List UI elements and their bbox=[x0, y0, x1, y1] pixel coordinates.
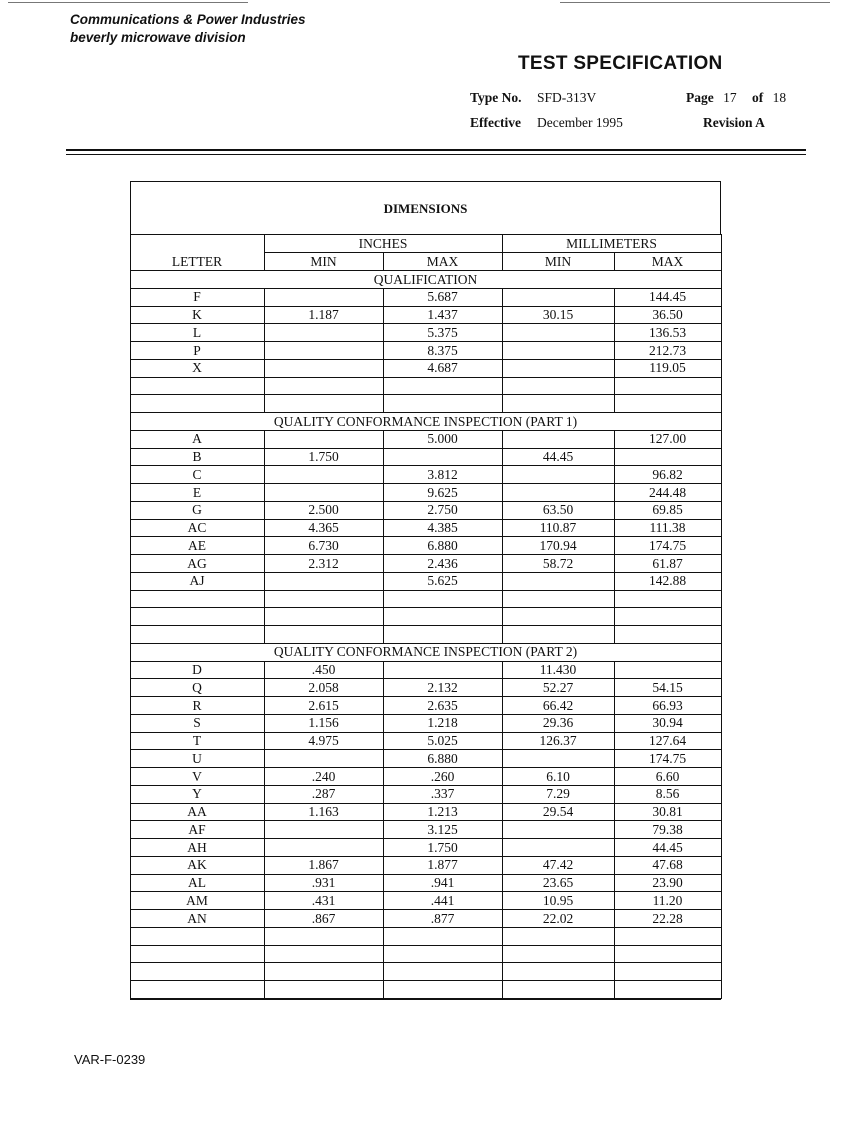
mm-max-cell: 96.82 bbox=[652, 466, 683, 482]
mm-max-cell: 6.60 bbox=[655, 768, 680, 784]
letter-cell: B bbox=[192, 449, 202, 464]
mm-max-cell: 212.73 bbox=[648, 342, 687, 358]
table-rule bbox=[614, 288, 615, 412]
inches-max-cell: 5.025 bbox=[427, 733, 458, 748]
mm-max-cell: 54.15 bbox=[652, 679, 683, 695]
inches-min-cell: .431 bbox=[311, 892, 336, 908]
table-row-rule bbox=[130, 590, 721, 591]
page-indicator bbox=[686, 90, 786, 106]
mm-max-cell: 23.90 bbox=[652, 875, 683, 890]
mm-max-cell: 174.75 bbox=[648, 537, 687, 553]
letter-cell: A bbox=[192, 431, 202, 447]
inches-max-cell: 1.213 bbox=[427, 804, 458, 819]
mm-max-cell: 244.48 bbox=[648, 484, 687, 500]
table-row-rule bbox=[130, 377, 721, 378]
mm-min-cell: 23.65 bbox=[542, 875, 574, 890]
letter-cell: S bbox=[193, 715, 201, 731]
letter-cell: R bbox=[192, 697, 202, 713]
inches-max-header: MAX bbox=[426, 254, 459, 269]
mm-max-cell: 47.68 bbox=[652, 857, 683, 873]
inches-max-cell: .260 bbox=[430, 768, 455, 784]
revision-label: Revision A bbox=[703, 115, 765, 130]
page-of-label: of bbox=[752, 90, 764, 105]
mm-min-cell: 47.42 bbox=[542, 857, 574, 873]
inches-min-cell: 1.156 bbox=[308, 715, 339, 731]
effective-label: Effective bbox=[470, 115, 521, 130]
inches-max-cell: .441 bbox=[430, 892, 455, 908]
table-row-rule bbox=[130, 980, 721, 981]
mm-min-header: MIN bbox=[544, 254, 572, 269]
top-edge-line bbox=[8, 2, 248, 3]
table-rule bbox=[614, 661, 615, 998]
table-rule bbox=[264, 288, 265, 412]
page-number: 17 bbox=[723, 90, 737, 105]
millimeters-group-header: MILLIMETERS bbox=[566, 236, 657, 251]
table-rule bbox=[383, 252, 384, 270]
section-title-2: QUALITY CONFORMANCE INSPECTION (PART 1) bbox=[273, 413, 578, 429]
document-title: TEST SPECIFICATION bbox=[518, 53, 723, 74]
letter-cell: T bbox=[192, 733, 202, 748]
effective-date: December 1995 bbox=[537, 115, 623, 130]
letter-cell: X bbox=[192, 360, 202, 376]
inches-max-cell: .941 bbox=[430, 875, 455, 890]
mm-max-cell: 8.56 bbox=[655, 786, 680, 802]
letter-cell: U bbox=[192, 750, 202, 766]
mm-max-cell: 44.45 bbox=[652, 839, 683, 855]
letter-cell: AM bbox=[186, 892, 208, 908]
inches-min-cell: 1.187 bbox=[308, 307, 339, 322]
header-divider-thick bbox=[66, 149, 806, 151]
mm-min-cell: 29.54 bbox=[542, 804, 574, 819]
mm-max-cell: 79.38 bbox=[652, 821, 683, 837]
letter-cell: D bbox=[192, 662, 202, 677]
inches-min-cell: 1.867 bbox=[308, 857, 339, 873]
page-label: Page bbox=[686, 90, 714, 105]
table-row-rule bbox=[130, 625, 721, 626]
inches-max-cell: 1.750 bbox=[427, 839, 458, 855]
company-name: Communications & Power Industries bbox=[70, 12, 306, 27]
letter-cell: P bbox=[193, 342, 201, 358]
inches-min-cell: 2.615 bbox=[308, 697, 339, 713]
letter-cell: AE bbox=[188, 537, 206, 553]
form-number: VAR-F-0239 bbox=[74, 1052, 146, 1067]
letter-cell: AK bbox=[187, 857, 207, 873]
inches-max-cell: 1.877 bbox=[427, 857, 458, 873]
table-border-bottom bbox=[130, 998, 721, 1000]
page-total: 18 bbox=[772, 90, 787, 105]
table-row-rule bbox=[130, 962, 721, 963]
inches-min-header: MIN bbox=[310, 254, 337, 269]
header-divider-thin bbox=[66, 154, 806, 155]
letter-cell: E bbox=[192, 484, 202, 500]
table-rule bbox=[264, 430, 265, 643]
inches-max-cell: 5.687 bbox=[427, 289, 458, 305]
company-block bbox=[70, 11, 306, 47]
table-rule bbox=[264, 234, 265, 270]
inches-min-cell: .931 bbox=[311, 875, 336, 890]
mm-min-cell: 58.72 bbox=[542, 555, 574, 571]
inches-max-cell: 3.125 bbox=[427, 821, 458, 837]
inches-min-cell: .450 bbox=[311, 662, 336, 677]
inches-max-cell: 5.375 bbox=[427, 324, 458, 340]
table-rule bbox=[614, 252, 615, 270]
inches-max-cell: 6.880 bbox=[427, 750, 458, 766]
mm-max-cell: 144.45 bbox=[648, 289, 687, 305]
inches-min-cell: 2.500 bbox=[308, 502, 339, 518]
inches-max-cell: 2.750 bbox=[427, 502, 458, 518]
inches-max-cell: 2.635 bbox=[427, 697, 458, 713]
mm-max-cell: 127.00 bbox=[648, 431, 687, 447]
inches-max-cell: 4.687 bbox=[427, 360, 458, 376]
inches-max-cell: 2.436 bbox=[427, 555, 458, 571]
type-number-label: Type No. bbox=[470, 90, 522, 105]
mm-max-cell: 119.05 bbox=[649, 360, 686, 376]
mm-max-cell: 22.28 bbox=[652, 910, 683, 926]
letter-cell: C bbox=[192, 466, 202, 482]
mm-min-cell: 29.36 bbox=[542, 715, 574, 731]
letter-cell: Q bbox=[192, 679, 202, 695]
table-rule bbox=[502, 661, 503, 998]
inches-max-cell: 3.812 bbox=[427, 466, 458, 482]
mm-min-cell: 170.94 bbox=[539, 537, 577, 553]
mm-max-cell: 111.38 bbox=[649, 520, 686, 535]
mm-max-cell: 174.75 bbox=[648, 750, 687, 766]
mm-max-cell: 61.87 bbox=[652, 555, 683, 571]
table-rule bbox=[264, 661, 265, 998]
inches-max-cell: 5.000 bbox=[427, 431, 458, 447]
table-border-left bbox=[130, 234, 131, 999]
table-rule bbox=[383, 430, 384, 643]
inches-max-cell: 4.385 bbox=[427, 520, 458, 535]
letter-cell: AJ bbox=[189, 573, 205, 589]
mm-min-cell: 6.10 bbox=[546, 768, 570, 784]
table-rule bbox=[502, 288, 503, 412]
mm-min-cell: 7.29 bbox=[546, 786, 570, 802]
inches-max-cell: 8.375 bbox=[427, 342, 458, 358]
inches-max-cell: .877 bbox=[430, 910, 455, 926]
inches-max-cell: 2.132 bbox=[427, 679, 458, 695]
inches-min-cell: 4.365 bbox=[308, 520, 339, 535]
table-rule bbox=[614, 430, 615, 643]
mm-min-cell: 126.37 bbox=[539, 733, 577, 748]
type-number-value: SFD-313V bbox=[537, 90, 597, 105]
letter-cell: AC bbox=[187, 520, 207, 535]
inches-max-cell: .337 bbox=[430, 786, 455, 802]
table-rule bbox=[502, 430, 503, 643]
table-title: DIMENSIONS bbox=[383, 201, 468, 216]
mm-max-header: MAX bbox=[651, 254, 684, 269]
mm-min-cell: 11.430 bbox=[539, 662, 577, 677]
inches-min-cell: 2.058 bbox=[308, 679, 339, 695]
letter-cell: V bbox=[192, 768, 202, 784]
section-title-3: QUALITY CONFORMANCE INSPECTION (PART 2) bbox=[273, 644, 578, 660]
mm-max-cell: 69.85 bbox=[652, 502, 683, 518]
inches-min-cell: 1.163 bbox=[308, 804, 339, 819]
inches-max-cell: 5.625 bbox=[427, 573, 458, 589]
table-rule bbox=[502, 234, 503, 270]
letter-cell: F bbox=[193, 289, 201, 305]
inches-min-cell: .867 bbox=[311, 910, 336, 926]
inches-min-cell: 4.975 bbox=[308, 733, 339, 748]
mm-min-cell: 10.95 bbox=[542, 892, 574, 908]
letter-cell: L bbox=[192, 324, 202, 340]
inches-max-cell: 6.880 bbox=[427, 537, 458, 553]
letter-cell: G bbox=[192, 502, 202, 518]
inches-min-cell: .240 bbox=[311, 768, 336, 784]
table-row-rule bbox=[130, 927, 721, 928]
mm-max-cell: 66.93 bbox=[652, 697, 683, 713]
mm-min-cell: 66.42 bbox=[542, 697, 574, 713]
letter-cell: AL bbox=[188, 875, 206, 890]
inches-min-cell: .287 bbox=[311, 786, 336, 802]
inches-min-cell: 2.312 bbox=[308, 555, 339, 571]
section-title-1: QUALIFICATION bbox=[373, 271, 478, 287]
inches-max-cell: 9.625 bbox=[427, 484, 458, 500]
inches-group-header: INCHES bbox=[358, 236, 408, 251]
mm-max-cell: 11.20 bbox=[652, 892, 683, 908]
table-row-rule bbox=[130, 394, 721, 395]
inches-min-cell: 1.750 bbox=[308, 449, 339, 464]
inches-min-cell: 6.730 bbox=[308, 537, 339, 553]
company-division: beverly microwave division bbox=[70, 30, 246, 45]
letter-cell: Y bbox=[192, 786, 202, 802]
letter-cell: AG bbox=[187, 555, 207, 571]
table-rule bbox=[383, 288, 384, 412]
mm-max-cell: 30.94 bbox=[652, 715, 683, 731]
mm-max-cell: 136.53 bbox=[648, 324, 687, 340]
top-edge-line-right bbox=[560, 2, 830, 3]
mm-min-cell: 63.50 bbox=[542, 502, 574, 518]
dimensions-table-header-box bbox=[130, 181, 721, 234]
letter-cell: AH bbox=[187, 839, 207, 855]
mm-max-cell: 127.64 bbox=[648, 733, 687, 748]
letter-cell: AN bbox=[187, 910, 207, 926]
inches-max-cell: 1.437 bbox=[427, 307, 458, 322]
letter-cell: K bbox=[192, 307, 202, 322]
mm-min-cell: 52.27 bbox=[542, 679, 574, 695]
letter-cell: AF bbox=[188, 821, 206, 837]
table-border-right bbox=[721, 234, 722, 999]
letter-cell: AA bbox=[187, 804, 207, 819]
letter-column-header: LETTER bbox=[171, 254, 223, 269]
mm-max-cell: 30.81 bbox=[652, 804, 683, 819]
table-row-rule bbox=[130, 945, 721, 946]
inches-max-cell: 1.218 bbox=[427, 715, 458, 731]
mm-max-cell: 36.50 bbox=[652, 307, 683, 322]
mm-min-cell: 30.15 bbox=[542, 307, 574, 322]
table-rule bbox=[383, 661, 384, 998]
mm-max-cell: 142.88 bbox=[648, 573, 687, 589]
table-row-rule bbox=[130, 607, 721, 608]
mm-min-cell: 22.02 bbox=[542, 910, 574, 926]
mm-min-cell: 110.87 bbox=[539, 520, 577, 535]
mm-min-cell: 44.45 bbox=[542, 449, 574, 464]
